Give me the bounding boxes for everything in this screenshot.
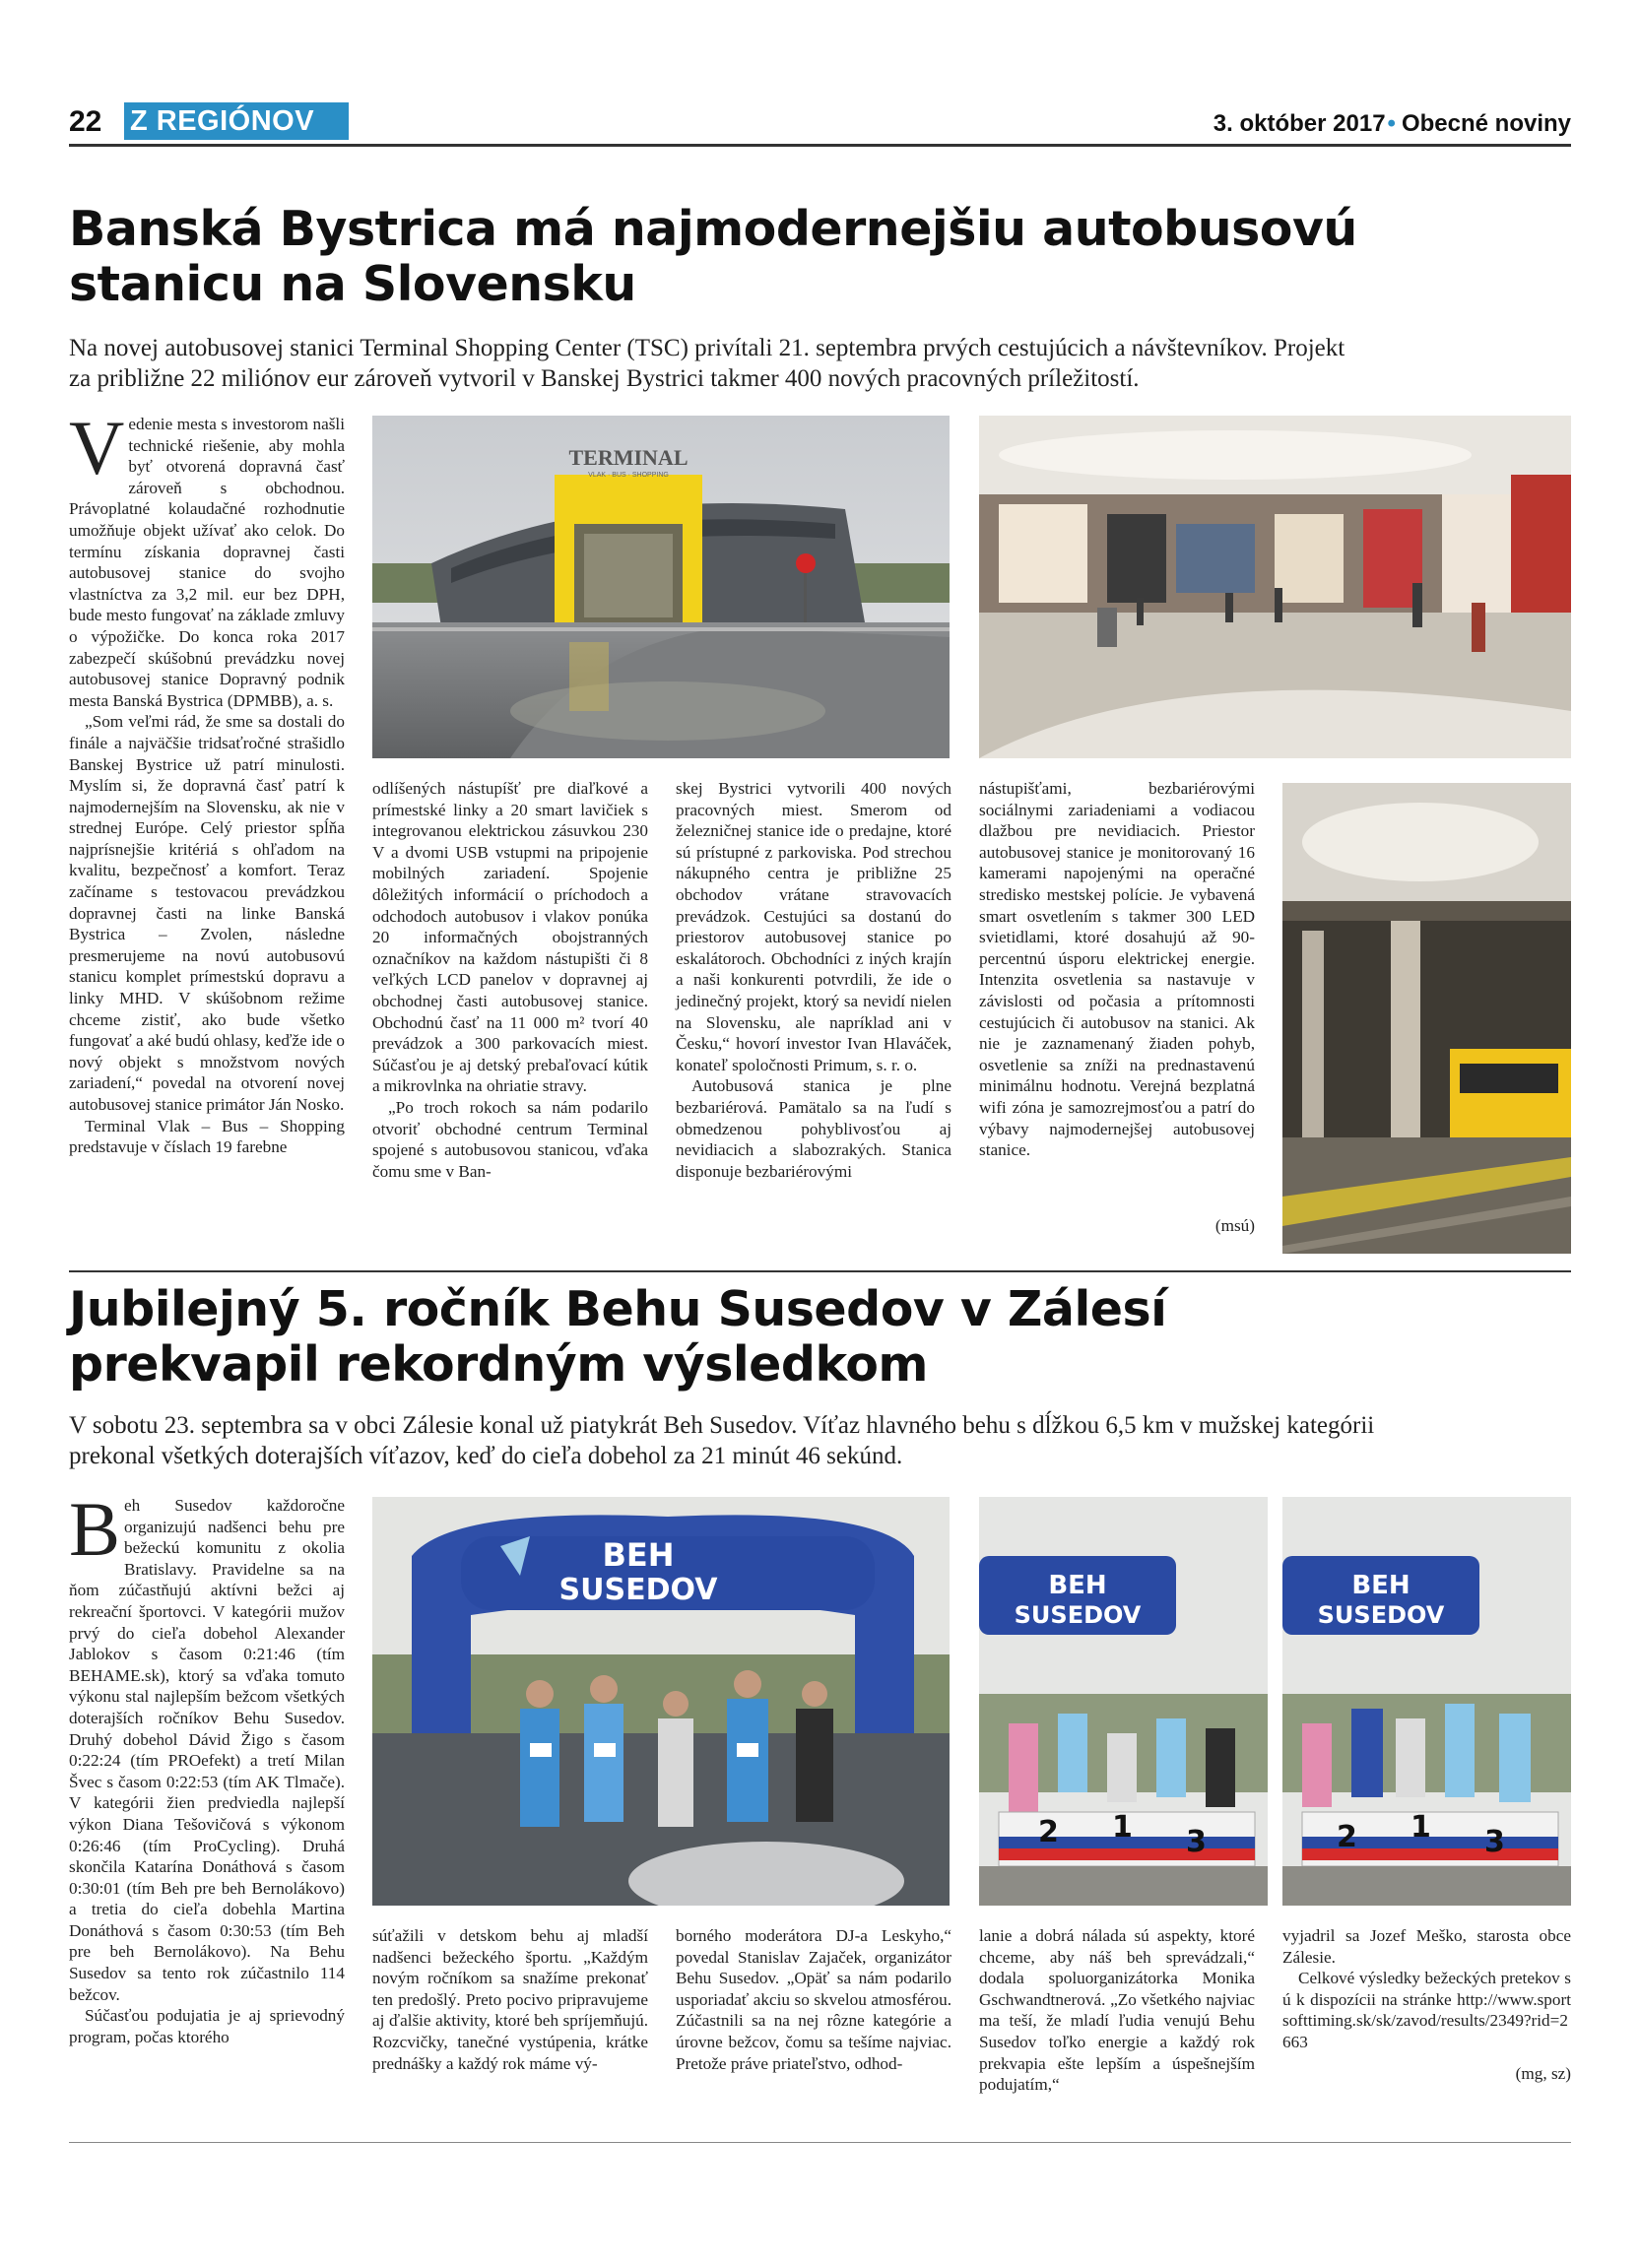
podium-number: 1	[1410, 1810, 1431, 1845]
article2-column-1	[69, 1486, 345, 2047]
drop-cap: V	[69, 405, 125, 490]
podium-number: 2	[1038, 1815, 1059, 1849]
lead-line: V sobotu 23. septembra sa v obci Zálesie konal už piatykrát Beh Susedov. Víťaz hlavného behu s dĺžkou 6,5 km v mužskej kategórii	[69, 1412, 1375, 1439]
podium-number: 2	[1337, 1820, 1357, 1854]
separator-dot: •	[1387, 110, 1396, 137]
race-start-photo	[372, 1497, 950, 1906]
paragraph: Celkové výsledky bežeckých pretekov sú k dispozícii na stránke http://www.sportsofttiming.sk/sk/zavod/results/2349?rid=2663	[1282, 1969, 1571, 2051]
paragraph-text: eh Susedov každoročne organizujú nadšenci behu pre bežeckú komunitu z okolia Bratislavy. Pravidelne sa na ňom zúčastňujú aktívni bežci aj rekreační športovci. V kategórii mužov prvý do cieľa dobehol Alexander Jablokov s časom 0:21:46 (tím BEHAME.sk), ktorý sa vďaka tomuto výkonu stal najlepším bežcom všetkých doterajších ročníkov Behu Susedov. Druhý dobehol Dávid Žigo s časom 0:22:24 (tím PROefekt) a tretí Milan Švec s časom 0:22:53 (tím AK Tlmače). V kategórii žien predviedla najlepší výkon Diana Tešovičová s výkonom 0:26:46 (tím ProCycling). Druhá skončila Katarína Donáthová s časom 0:30:01 (tím Beh pre beh Bernolákovo) a tretia do cieľa dobehla Martina Donáthová s časom 0:30:53 (tím Beh pre beh Bernolákovo). Na Behu Susedov sa tento rok zúčastnilo 114 bežcov.	[69, 1496, 345, 2004]
terminal-interior-photo	[979, 416, 1571, 758]
paragraph: „Po troch rokoch sa nám podarilo otvoriť obchodné centrum Terminal spojené s autobusovou stanicou, vďaka čomu sme v Ban-	[372, 1097, 648, 1181]
article2-headline	[69, 1282, 1571, 1393]
podium-number: 3	[1186, 1825, 1207, 1859]
banner-beh-text: BEH	[602, 1536, 675, 1574]
article1-signature: (msú)	[1214, 1216, 1255, 1235]
article2-column-3	[676, 1925, 951, 2074]
podium-number: 3	[1484, 1825, 1505, 1859]
masthead-info	[1214, 110, 1571, 138]
lead-line: prekonal všetkých doterajších víťazov, keď do cieľa dobehol za 21 minút 46 sekúnd.	[69, 1443, 903, 1469]
paragraph: Autobusová stanica je plne bezbariérová. Pamätalo sa na ľudí s obmedzenou pohyblivosťou aj nevidiacich a slabozrakých. Stanica disponuje bezbariérovými	[676, 1076, 951, 1181]
article1-column-4	[979, 778, 1255, 1161]
lead-line: za približne 22 miliónov eur zároveň vytvoril v Banskej Bystrici takmer 400 nových pracovných príležitostí.	[69, 365, 1140, 392]
paragraph: Súčasťou podujatia je aj sprievodný program, počas ktorého	[69, 2006, 345, 2046]
banner-susedov-text: SUSEDOV	[1014, 1601, 1142, 1629]
article2-column-5	[1282, 1925, 1571, 2084]
article2-column-4	[979, 1925, 1255, 2096]
paragraph: lanie a dobrá nálada sú aspekty, ktoré chceme, aby náš beh sprevádzali,“ dodala spoluorganizátorka Monika Gschwandtnerová. „Zo všetkého najviac ma teší, že mladí ľudia venujú Behu Susedov toľko energie a každý rok prekvapia ešte lepším a úspešnejším podujatím,“	[979, 1926, 1255, 2095]
banner-beh-text: BEH	[1351, 1571, 1410, 1600]
podium-photo-2	[1282, 1497, 1571, 1906]
paragraph	[69, 405, 345, 711]
paragraph: Terminal Vlak – Bus – Shopping predstavuje v číslach 19 farebne	[69, 1116, 345, 1157]
headline-line: stanicu na Slovensku	[69, 256, 636, 312]
podium-illustration-2	[1282, 1497, 1571, 1906]
header-rule	[69, 144, 1571, 147]
banner-susedov-text: SUSEDOV	[558, 1573, 718, 1607]
terminal-sign-text: TERMINAL	[568, 445, 689, 470]
publication-name: Obecné noviny	[1401, 110, 1571, 137]
paragraph-text: edenie mesta s investorom našli technické riešenie, aby mohla byť otvorená dopravná časť zároveň s obchodnou. Právoplatné kolaudačné rozhodnutie umožňuje objekt užívať ako celok. Do termínu získania dopravnej časti autobusovej stanice do svojho vlastníctva za 3,2 mil. eur bez DPH, bude mesto fungovať na základe zmluvy o výpožičke. Do konca roka 2017 zabezpečí skúšobnú prevádzku novej autobusovej stanice Dopravný podnik mesta Banská Bystrica (DPMBB), a. s.	[69, 415, 345, 710]
banner-susedov-text: SUSEDOV	[1317, 1601, 1445, 1629]
podium-illustration-1	[979, 1497, 1268, 1906]
article2-lead	[69, 1410, 1571, 1471]
issue-date: 3. október 2017	[1213, 110, 1386, 137]
article2-signature: (mg, sz)	[1515, 2063, 1571, 2083]
terminal-exterior-illustration	[372, 416, 950, 758]
drop-cap: B	[69, 1486, 121, 1572]
bus-platform-illustration	[1282, 783, 1571, 1254]
terminal-interior-illustration	[979, 416, 1571, 758]
paragraph: súťažili v detskom behu aj mladší nadšenci bežeckého športu. „Každým novým ročníkom sa snažíme prekonať ten predošlý. Preto pocivo pripravujeme aj ďalšie aktivity, ktoré beh spríjemňujú. Rozcvičky, tanečné vystúpenia, krátke prednášky a každý rok máme vý-	[372, 1926, 648, 2073]
section-tag: Z REGIÓNOV	[124, 102, 349, 140]
page-number: 22	[69, 105, 102, 138]
race-start-illustration	[372, 1497, 950, 1906]
article2-column-2	[372, 1925, 648, 2074]
paragraph: vyjadril sa Jozef Meško, starosta obce Zálesie.	[1282, 1926, 1571, 1967]
headline-line: prekvapil rekordným výsledkom	[69, 1336, 928, 1393]
paragraph: odlíšených nástupíšť pre diaľkové a prímestské linky a 20 smart lavičiek s integrovanou elektrickou zásuvkou 230 V a dvomi USB vstupmi na pripojenie mobilných zariadení. Spojenie dôležitých informácií o príchodoch a odchodoch autobusov i vlakov ponúka 20 informačných obojstranných označníkov na každom nástupišti či 8 veľkých LCD panelov v dopravnej aj obchodnej časti autobusovej stanice. Obchodnú časť na 11 000 m² tvorí 40 prevádzok a 300 parkovacích miest. Súčasťou je aj detský prebaľovací kútik a mikrovlnka na ohriatie stravy.	[372, 779, 648, 1096]
article1-lead	[69, 333, 1571, 394]
bus-platform-photo	[1282, 783, 1571, 1254]
headline-line: Banská Bystrica má najmodernejšiu autobusovú	[69, 201, 1357, 257]
paragraph: nástupišťami, bezbariérovými sociálnymi zariadeniami a vodiacou dlažbou pre nevidiacich. Priestor autobusovej stanice je monitorovaný 16 kamerami napojenými na operačné stredisko mestskej polície. Je vybavená smart osvetlením s takmer 300 LED svietidlami, ktoré dosahujú až 90-percentnú úsporu elektrickej energie. Intenzita osvetlenia sa nastavuje v závislosti od počasia a prítomnosti cestujúcich či autobusov na stanici. Ak nie je zaznamenaný žiaden pohyb, osvetlenie sa zníži na prednastavenú minimálnu hodnotu. Verejná bezplatná wifi zóna je samozrejmosťou a patrí do výbavy najmodernejšej autobusovej stanice.	[979, 779, 1255, 1160]
article1-headline	[69, 202, 1571, 312]
paragraph	[69, 1486, 345, 2005]
paragraph: „Som veľmi rád, že sme sa dostali do finále a najväčšie tridsaťročné strašidlo Banskej Bystrice už patrí minulosti. Myslím si, že dopravná časť patrí k najmodernejším na Slovensku, ak nie v strednej Európe. Celý priestor spĺňa najprísnejšie kritériá s ohľadom na kvalitu, bezpečnosť a komfort. Teraz začíname s testovacou prevádzkou dopravnej časti na linke Banská Bystrica – Zvolen, následne presmerujeme na novú autobusovú stanicu komplet prímestskú dopravu a linky MHD. V skúšobnom režime chceme zistiť, ako bude všetko fungovať a aké budú ohlasy, keďže ide o nový objekt s množstvom nových zariadení,“ povedal na otvorení novej autobusovej stanice primátor Ján Nosko.	[69, 712, 345, 1114]
article1-column-1	[69, 405, 345, 1158]
lead-line: Na novej autobusovej stanici Terminal Shopping Center (TSC) privítali 21. septembra prvých cestujúcich a návštevníkov. Projekt	[69, 335, 1345, 361]
article-divider	[69, 1270, 1571, 1272]
headline-line: Jubilejný 5. ročník Behu Susedov v Zálesí	[69, 1281, 1167, 1337]
article1-column-2	[372, 778, 648, 1182]
article1-column-3	[676, 778, 951, 1182]
paragraph: borného moderátora DJ-a Leskyho,“ povedal Stanislav Zajaček, organizátor Behu Susedov. „Opäť sa nám podarilo usporiadať akciu so skvelou atmosférou. Zúčastnili sa na nej rôzne kategórie a úrovne bežcov, čomu sa tešíme najviac. Pretože práve priateľstvo, odhod-	[676, 1926, 951, 2073]
podium-photo-1	[979, 1497, 1268, 1906]
bottom-rule	[69, 2142, 1571, 2143]
terminal-exterior-photo	[372, 416, 950, 758]
banner-beh-text: BEH	[1048, 1571, 1107, 1600]
podium-number: 1	[1112, 1810, 1133, 1845]
paragraph: skej Bystrici vytvorili 400 nových pracovných miest. Smerom od železničnej stanice ide o predajne, ktoré sú prístupné z parkoviska. Pod strechou nákupného centra je približne 25 obchodov vrátane stravovacích prevádzok. Cestujúci sa dostanú do priestorov autobusovej stanice po eskalátoroch. Obchodníci z iných krajín a naši konkurenti potvrdili, že ide o jedinečný projekt, ktorý sa nevidí nielen na Slovensku, ale napríklad ani v Česku,“ hovorí investor Ivan Hlaváček, konateľ spoločnosti Primum, s. r. o.	[676, 779, 951, 1074]
terminal-sign-subtext: VLAK · BUS · SHOPPING	[588, 472, 669, 479]
